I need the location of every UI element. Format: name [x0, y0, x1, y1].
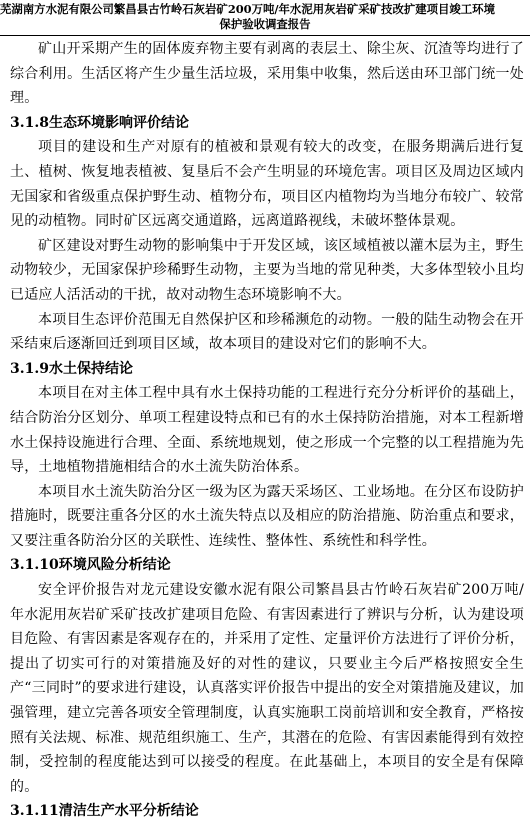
- paragraph: 矿区建设对野生动物的影响集中于开发区域，该区域植被以灌木层为主，野生动物较少，无国家保护珍稀野生动物，主要为当地的常见种类，大多体型较小且均已适应人活活动的干扰，故对动物生态环境影响不大。: [10, 237, 524, 303]
- page-header: [0, 0, 530, 36]
- paragraph: 安全评价报告对龙元建设安徽水泥有限公司繁昌县古竹岭石灰岩矿200万吨/年水泥用灰岩矿采矿技改扩建项目危险、有害因素进行了辨识与分析，认为建设项目危险、有害因素是客观存在的，并采用了定性、定量评价方法进行了评价分析，提出了切实可行的对策措施及好的对性的建议，只要业主今后严格按照安全生产“三同时”的要求进行建设，认真落实评价报告中提出的安全对策措施及建议，加强管理，建立完善各项安全管理制度，认真实施职工岗前培训和安全教育，严格按照有关法规、标准、规范组织施工、生产，其潜在的危险、有害因素能得到有效控制，受控制的程度能达到可以接受的程度。在此基础上，本项目的安全是有保障的。: [10, 582, 524, 795]
- paragraph: 本项目水土流失防治分区一级为区为露天采场区、工业场地。在分区布设防护措施时，既要注重各分区的水土流失特点以及相应的防治措施、防治重点和要求，又要注重各防治分区的关联性、连续性、整体性、系统性和科学性。: [10, 483, 524, 549]
- document-body: [0, 37, 530, 824]
- header-title-line1: 芜湖南方水泥有限公司繁昌县古竹岭石灰岩矿200万吨/年水泥用灰岩矿采矿技改扩建项目竣工环境: [0, 2, 495, 16]
- section-heading: 3.1.8生态环境影响评价结论: [10, 114, 189, 131]
- section-heading: 3.1.10环境风险分析结论: [10, 557, 171, 574]
- paragraph: 本项目生态评价范围无自然保护区和珍稀濒危的动物。一般的陆生动物会在开采结束后逐渐回迁到项目区域，故本项目的建设对它们的影响不大。: [10, 311, 524, 353]
- paragraph: 本项目在对主体工程中具有水土保持功能的工程进行充分分析评价的基础上，结合防治分区划分、单项工程建设特点和已有的水土保持防治措施，对本工程新增水土保持设施进行合理、全面、系统地规划，使之形成一个完整的以工程措施为先导，土地植物措施相结合的水土流失防治体系。: [10, 385, 524, 476]
- section-heading: 3.1.9水土保持结论: [10, 360, 133, 377]
- header-title-line2: 保护验收调查报告: [219, 17, 311, 31]
- paragraph: 项目的建设和生产对原有的植被和景观有较大的改变，在服务期满后进行复土、植树、恢复地表植被、复垦后不会产生明显的环境危害。项目区及周边区域内无国家和省级重点保护野生动、植物分布，项目区内植物均为当地分布较广、较常见的动植物。同时矿区远离交通道路，远离道路视线，未破坏整体景观。: [10, 139, 524, 230]
- paragraph: 矿山开采期产生的固体废弃物主要有剥离的表层土、除尘灰、沉渣等均进行了综合利用。生活区将产生少量生活垃圾，采用集中收集，然后送由环卫部门统一处理。: [10, 41, 524, 107]
- section-heading: 3.1.11清洁生产水平分析结论: [10, 803, 199, 820]
